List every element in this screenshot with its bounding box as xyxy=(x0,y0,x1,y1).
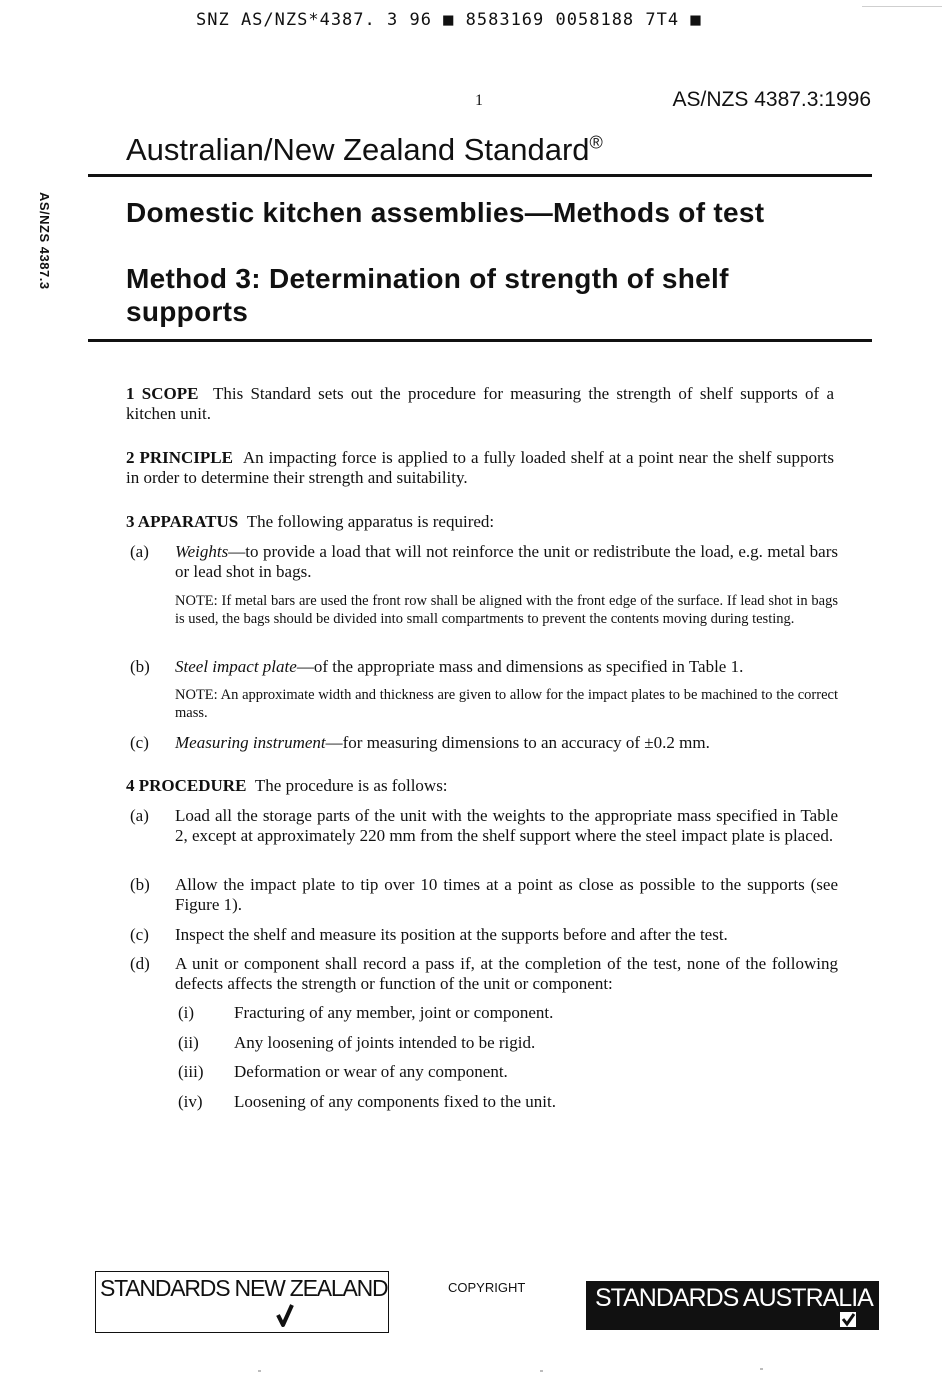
scope-text: This Standard sets out the procedure for measuring the strength of shelf supports of a kitchen unit. xyxy=(126,384,834,423)
snz-logo-text: STANDARDS NEW ZEALAND xyxy=(100,1275,388,1301)
procedure-intro: The procedure is as follows: xyxy=(254,776,448,795)
apparatus-item-measuring-instrument xyxy=(175,733,838,753)
scope-heading: 1 SCOPE xyxy=(126,384,199,403)
apparatus-item-impact-plate xyxy=(175,657,838,677)
apparatus-note-impact-plate: NOTE: An approximate width and thickness are given to allow for the impact plates to be machined to the correct mass. xyxy=(175,687,838,721)
title-rule xyxy=(88,339,872,342)
page-number: 1 xyxy=(475,92,483,109)
procedure-heading: 4 PROCEDURE xyxy=(126,776,247,795)
apparatus-item-label: (c) xyxy=(130,733,149,752)
procedure-subitem-text: Loosening of any components fixed to the unit. xyxy=(234,1092,556,1111)
registered-mark: ® xyxy=(589,132,603,153)
copyright-label: COPYRIGHT xyxy=(448,1280,526,1295)
procedure-item-text: Inspect the shelf and measure its position at the supports before and after the test. xyxy=(175,925,728,944)
apparatus-item-text: —to provide a load that will not reinforce the unit or redistribute the load, e.g. metal bars or lead shot in bags. xyxy=(175,542,838,581)
principle-paragraph xyxy=(126,448,834,488)
principle-heading: 2 PRINCIPLE xyxy=(126,448,233,467)
apparatus-heading: 3 APPARATUS xyxy=(126,512,239,531)
procedure-subitem-text: Deformation or wear of any component. xyxy=(234,1062,508,1081)
procedure-item-label: (a) xyxy=(130,806,149,825)
standard-type xyxy=(126,132,603,168)
apparatus-item-term: Weights xyxy=(175,542,229,561)
procedure-subitem-label: (ii) xyxy=(178,1033,199,1052)
procedure-paragraph xyxy=(126,776,834,796)
scan-speck xyxy=(540,1370,543,1372)
apparatus-note-weights: NOTE: If metal bars are used the front row shall be aligned with the front edge of the surface. If lead shot in bags is used, the bags should be divided into small compartments to prevent the contents moving during testing. xyxy=(175,593,838,627)
standard-type-text: Australian/New Zealand Standard xyxy=(126,132,590,167)
procedure-subitem-label: (iii) xyxy=(178,1062,204,1081)
apparatus-intro: The following apparatus is required: xyxy=(246,512,495,531)
procedure-subitem-label: (i) xyxy=(178,1003,195,1022)
apparatus-item-term: Steel impact plate xyxy=(175,657,297,676)
principle-text: An impacting force is applied to a fully loaded shelf at a point near the shelf supports in order to determine their strength and suitability. xyxy=(126,448,835,487)
apparatus-item-text: —for measuring dimensions to an accuracy of ±0.2 mm. xyxy=(325,733,710,752)
procedure-subitem-label: (iv) xyxy=(178,1092,203,1111)
procedure-item-text: A unit or component shall record a pass if, at the completion of the test, none of the following defects affects the strength or function of the unit or component: xyxy=(175,954,838,993)
scope-paragraph xyxy=(126,384,834,424)
checkmark-icon xyxy=(276,1303,294,1327)
side-label: AS/NZS 4387.3 xyxy=(37,192,52,290)
apparatus-item-weights xyxy=(175,542,838,582)
procedure-item-text: Allow the impact plate to tip over 10 times at a point as close as possible to the supports (see Figure 1). xyxy=(175,875,838,914)
procedure-subitem-text: Any loosening of joints intended to be rigid. xyxy=(234,1033,536,1052)
top-rule xyxy=(88,174,872,177)
procedure-subitem-text: Fracturing of any member, joint or component. xyxy=(234,1003,554,1022)
apparatus-item-text: —of the appropriate mass and dimensions as specified in Table 1. xyxy=(296,657,744,676)
apparatus-item-label: (a) xyxy=(130,542,149,561)
snz-logo xyxy=(95,1271,389,1333)
checkbox-tick-icon xyxy=(839,1311,857,1328)
scan-header-code: SNZ AS/NZS*4387. 3 96 ■ 8583169 0058188 7T4 ■ xyxy=(196,10,702,30)
procedure-item-label: (d) xyxy=(130,954,150,973)
procedure-item-label: (b) xyxy=(130,875,150,894)
scan-speck xyxy=(760,1368,763,1370)
corner-rule xyxy=(862,6,942,7)
apparatus-paragraph xyxy=(126,512,834,532)
standard-number: AS/NZS 4387.3:1996 xyxy=(672,88,871,111)
title-line1: Domestic kitchen assemblies—Methods of test xyxy=(126,197,765,228)
apparatus-item-term: Measuring instrument xyxy=(175,733,326,752)
scan-speck xyxy=(258,1370,261,1372)
sa-logo-text: STANDARDS AUSTRALIA xyxy=(595,1284,873,1312)
apparatus-item-label: (b) xyxy=(130,657,150,676)
procedure-item-label: (c) xyxy=(130,925,149,944)
sa-logo xyxy=(586,1281,879,1330)
title-line2: Method 3: Determination of strength of shelf supports xyxy=(126,263,729,327)
procedure-item-text: Load all the storage parts of the unit with the weights to the appropriate mass specified in Table 2, except at approximately 220 mm from the shelf support where the steel impact plate is placed. xyxy=(175,806,838,845)
